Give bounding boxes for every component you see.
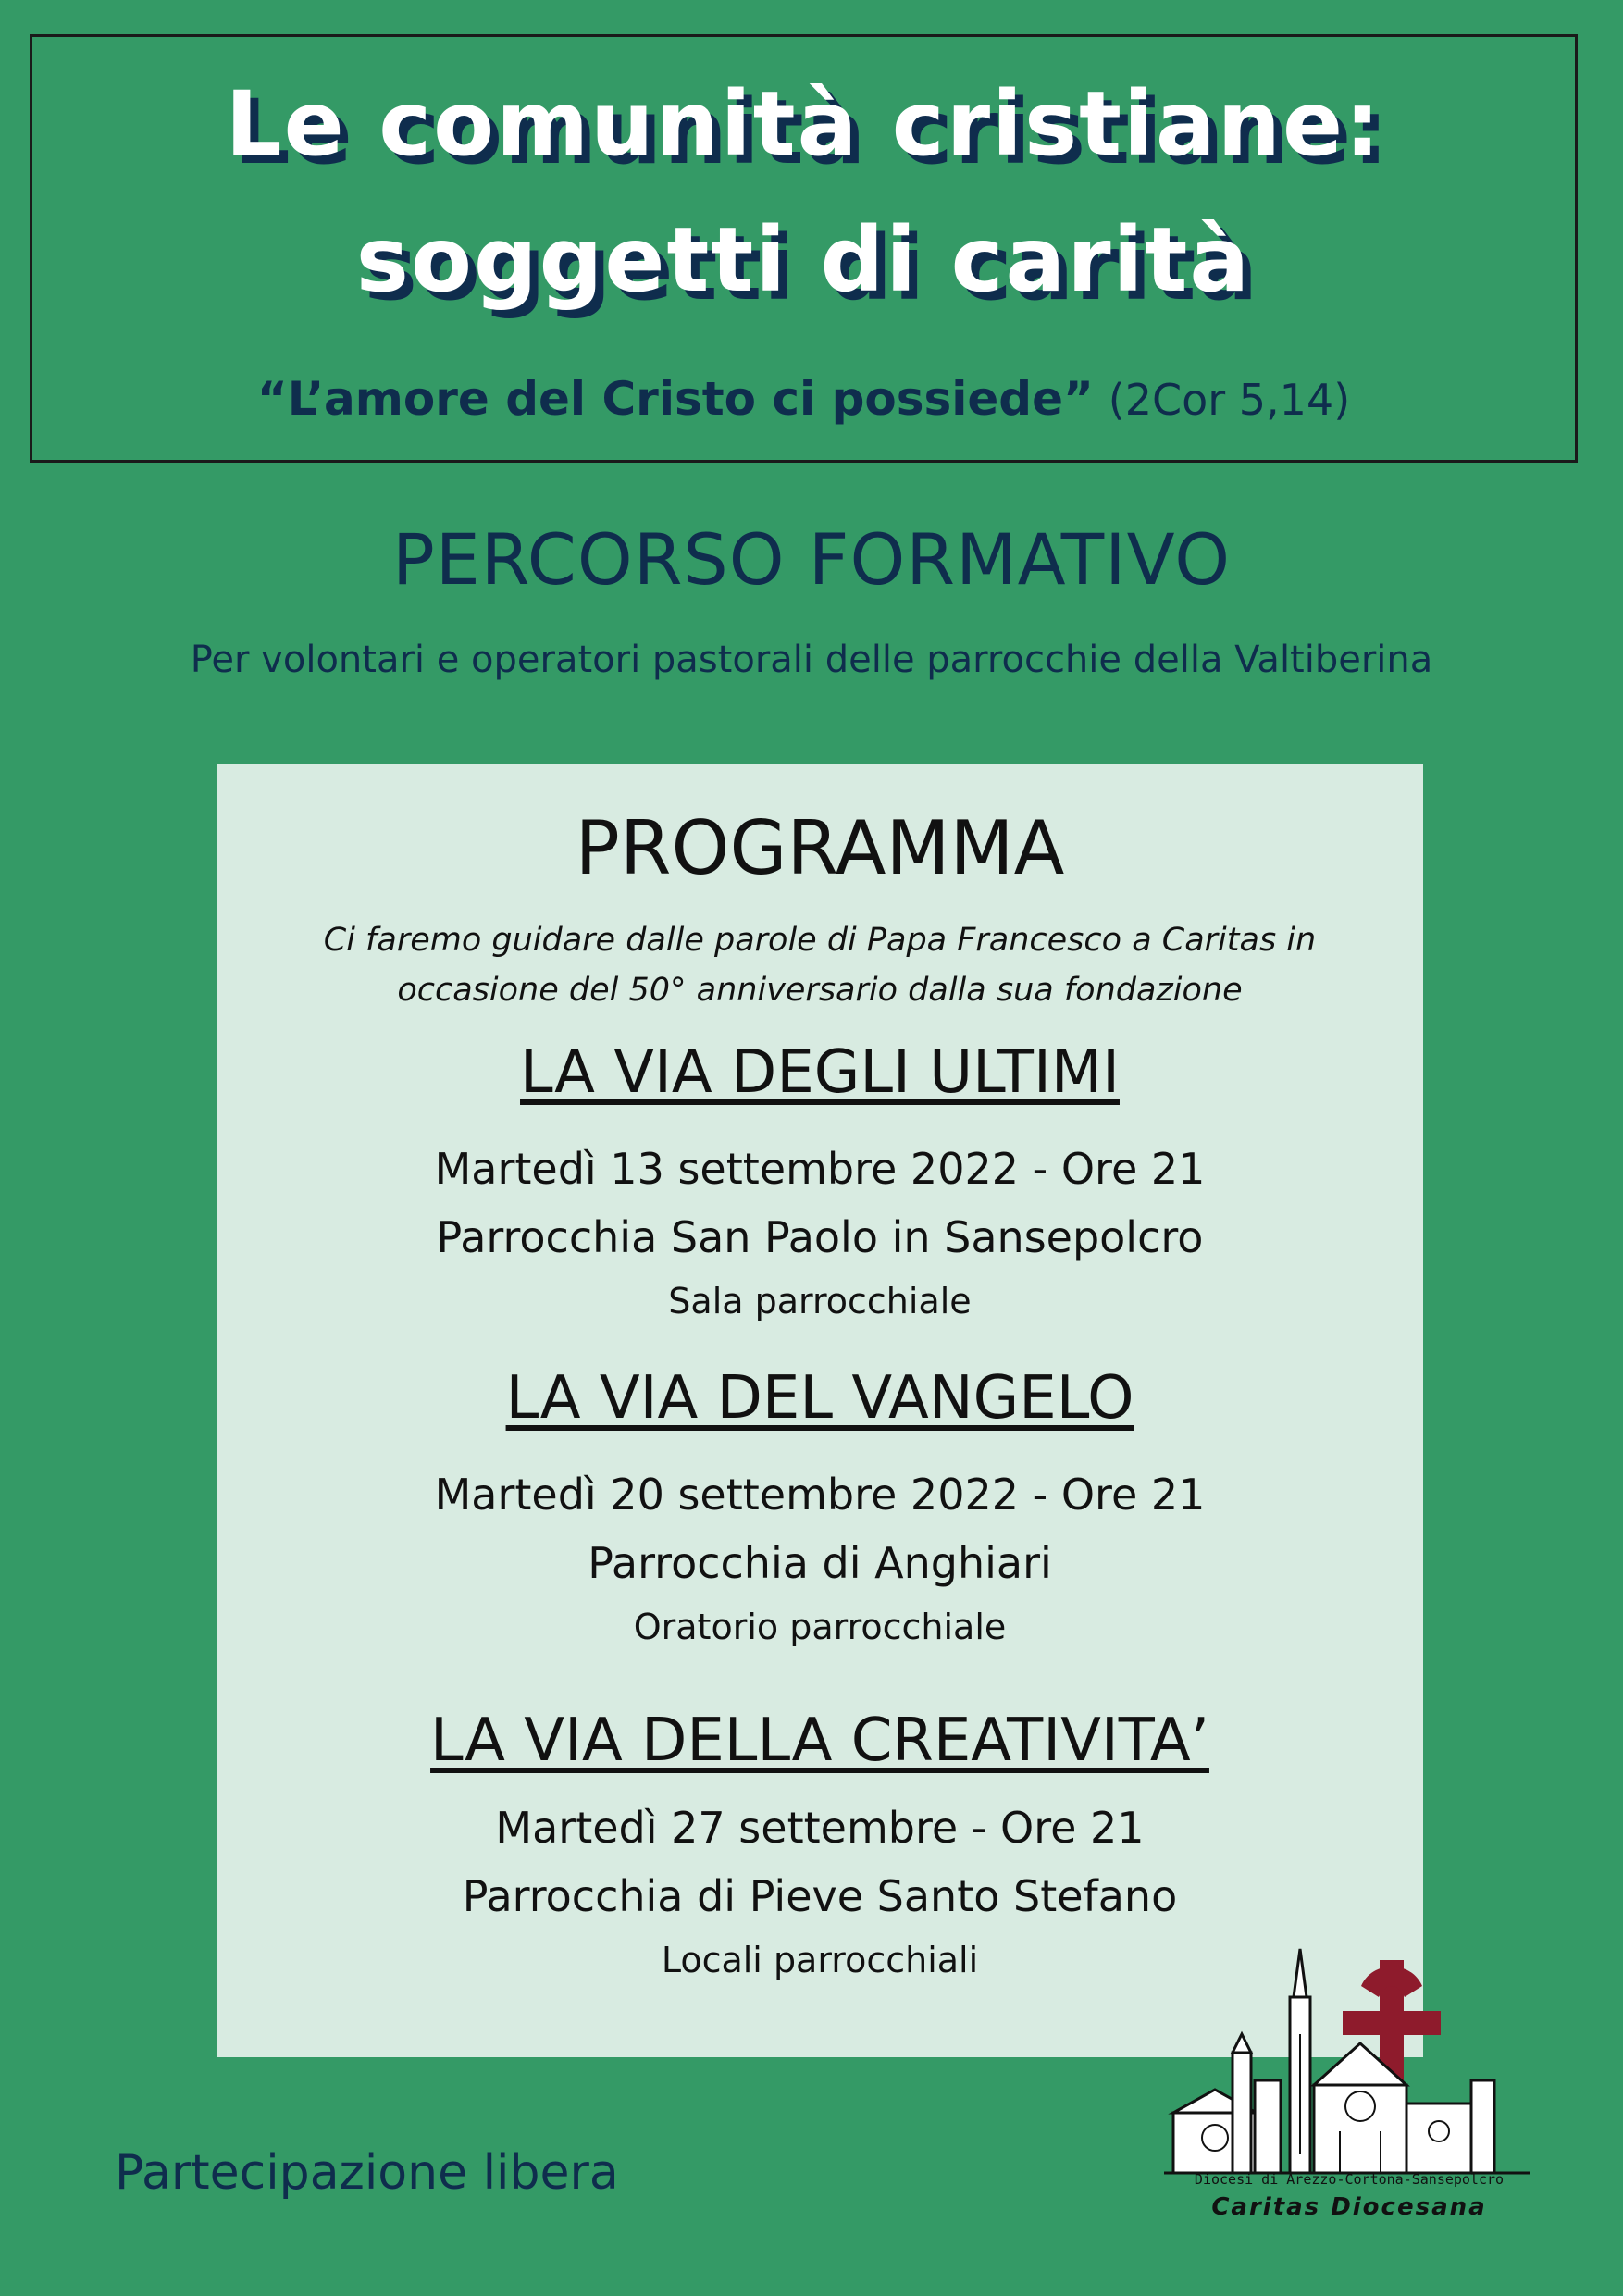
session-2-date: Martedì 20 settembre 2022 - Ore 21: [434, 1470, 1206, 1520]
session-3-title: LA VIA DELLA CREATIVITA’: [430, 1706, 1209, 1775]
logo-diocese-text: Diocesi di Arezzo-Cortona-Sansepolcro: [1194, 2171, 1505, 2188]
quote-reference: (2Cor 5,14): [1108, 375, 1351, 425]
main-title-line-1: Le comunità cristiane:: [225, 72, 1382, 176]
session-3-date: Martedì 27 settembre - Ore 21: [495, 1803, 1145, 1853]
course-audience: Per volontari e operatori pastorali delle parrocchie della Valtiberina: [190, 639, 1433, 681]
session-2-place: Parrocchia di Anghiari: [588, 1538, 1052, 1588]
session-3-place: Parrocchia di Pieve Santo Stefano: [462, 1871, 1178, 1921]
session-2-title: LA VIA DEL VANGELO: [505, 1364, 1134, 1433]
session-1-title: LA VIA DEGLI ULTIMI: [520, 1038, 1120, 1107]
session-1-place: Parrocchia San Paolo in Sansepolcro: [436, 1212, 1204, 1262]
main-title-line-2: soggetti di carità: [355, 208, 1252, 312]
program-panel: [217, 764, 1423, 2057]
session-1-date: Martedì 13 settembre 2022 - Ore 21: [434, 1144, 1206, 1194]
title-box: [30, 34, 1578, 463]
session-3-room: Locali parrocchiali: [661, 1940, 979, 1980]
session-1-room: Sala parrocchiale: [668, 1281, 972, 1322]
session-2-room: Oratorio parrocchiale: [633, 1607, 1007, 1647]
program-intro-line-2: occasione del 50° anniversario dalla sua fondazione: [397, 972, 1243, 1009]
scripture-quote: [32, 372, 1575, 426]
program-intro-line-1: Ci faremo guidare dalle parole di Papa Francesco a Caritas in: [323, 922, 1317, 959]
logo-org-text: Caritas Diocesana: [1211, 2193, 1487, 2221]
participation-note: Partecipazione libera: [115, 2145, 619, 2201]
quote-text: “L’amore del Cristo ci possiede”: [256, 372, 1094, 426]
program-title: PROGRAMMA: [575, 805, 1065, 891]
course-heading: PERCORSO FORMATIVO: [391, 518, 1232, 601]
